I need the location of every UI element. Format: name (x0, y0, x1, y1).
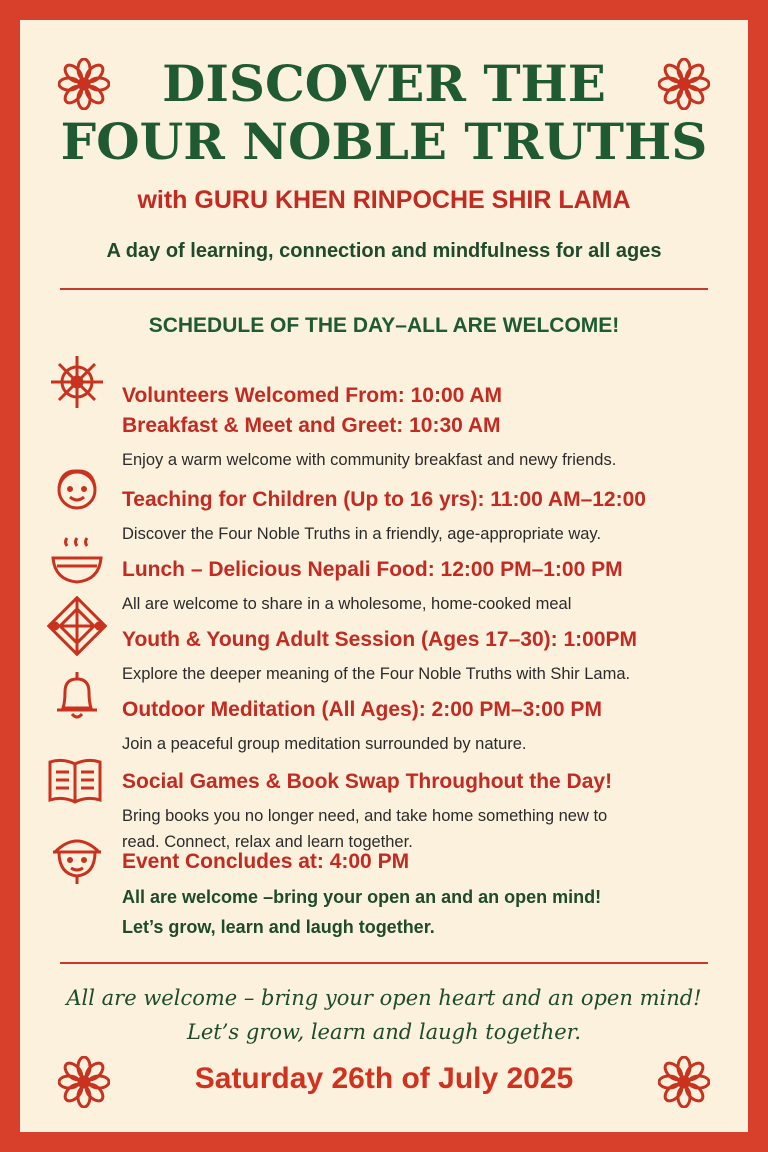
child-face-icon (47, 458, 107, 518)
divider (60, 962, 708, 964)
monk-face-icon (47, 826, 107, 886)
closing-line: Let’s grow, learn and laugh together. (186, 1020, 582, 1044)
schedule-item-desc: All are welcome to share in a wholesome, home-cooked meal (122, 595, 572, 613)
bell-icon (47, 666, 107, 726)
page-title-line-2: FOUR NOBLE TRUTHS (60, 112, 708, 171)
schedule-item-title: Social Games & Book Swap Throughout the Day! (122, 770, 613, 793)
schedule-item-title: Event Concludes at: 4:00 PM (122, 850, 410, 873)
schedule-item-desc: Bring books you no longer need, and take home something new to (122, 807, 608, 825)
poster (20, 20, 748, 1132)
schedule-item-desc: Join a peaceful group meditation surrounded by nature. (122, 735, 527, 753)
schedule-item-title: Teaching for Children (Up to 16 yrs): 11:00 AM–12:00 (122, 488, 646, 511)
divider (60, 288, 708, 290)
schedule-item-title: Outdoor Meditation (All Ages): 2:00 PM–3:00 PM (122, 698, 602, 721)
endless-knot-icon (47, 596, 107, 656)
schedule-item-desc: Discover the Four Noble Truths in a friendly, age-appropriate way. (122, 525, 602, 543)
schedule-item-title: Breakfast & Meet and Greet: 10:30 AM (122, 414, 501, 437)
dharma-wheel-icon (47, 352, 107, 412)
teacher-subtitle: with GURU KHEN RINPOCHE SHIR LAMA (137, 186, 631, 214)
schedule-heading: SCHEDULE OF THE DAY–ALL ARE WELCOME! (148, 314, 620, 337)
schedule-item-title: Volunteers Welcomed From: 10:00 AM (122, 384, 503, 407)
food-bowl-icon (47, 530, 107, 590)
schedule-item-title: Youth & Young Adult Session (Ages 17–30): 1:00PM (122, 628, 637, 651)
schedule-item-desc: Explore the deeper meaning of the Four Noble Truths with Shir Lama. (122, 665, 631, 683)
closing-line: All are welcome – bring your open heart and an open mind! (66, 986, 702, 1010)
schedule-item-desc: read. Connect, relax and learn together. (122, 833, 413, 851)
open-book-icon (45, 750, 105, 810)
schedule-item-title: Lunch – Delicious Nepali Food: 12:00 PM–1:00 PM (122, 558, 623, 581)
page-title-line-1: DISCOVER THE (162, 54, 606, 113)
schedule-item-desc: Enjoy a warm welcome with community breakfast and newy friends. (122, 451, 617, 469)
event-date: Saturday 26th of July 2025 (194, 1062, 574, 1095)
tagline: A day of learning, connection and mindfulness for all ages (106, 240, 662, 262)
schedule-item-note: Let’s grow, learn and laugh together. (122, 917, 435, 937)
schedule-item-note: All are welcome –bring your open an and an open mind! (122, 887, 602, 907)
lotus-flower-icon (658, 1056, 710, 1108)
